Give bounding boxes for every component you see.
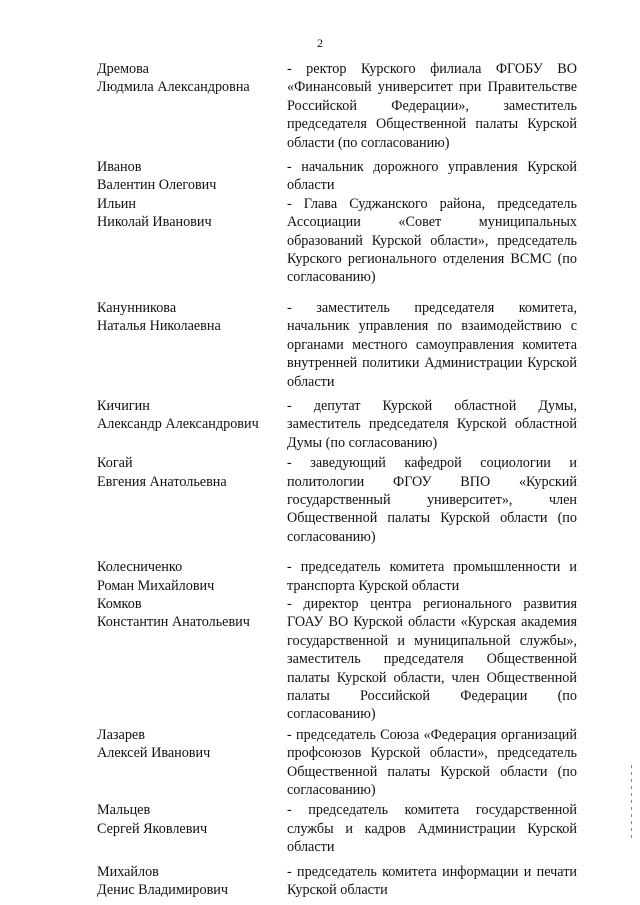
member-surname: Иванов [97,159,142,176]
member-name [0,801,287,856]
member-given-name: Наталья Николаевна [97,318,221,335]
member-name [0,454,287,546]
commission-members-list [0,60,640,899]
member-row [0,454,640,546]
member-row [0,726,640,800]
member-surname: Михайлов [97,863,159,880]
member-role: - председатель комитета государственной службы и кадров Администрации Курской области [287,802,577,856]
member-given-name: Константин Анатольевич [97,614,250,631]
member-given-name: Евгения Анатольевна [97,473,227,490]
member-surname: Комков [97,595,142,612]
member-given-name: Александр Александрович [97,416,259,433]
member-row [0,801,640,856]
member-given-name: Николай Иванович [97,214,212,231]
member-role: - Глава Суджанского района, председатель Ассоциации «Совет муниципальных образований Курской области», председатель Курского регионального отделения ВСМС (по согласованию) [287,195,577,286]
member-name [0,195,287,287]
member-given-name: Сергей Яковлевич [97,820,208,837]
member-given-name: Алексей Иванович [97,745,211,762]
member-row [0,863,640,900]
member-given-name: Людмила Александровна [97,79,250,96]
member-surname: Кичигин [97,397,150,414]
member-row [0,299,640,391]
member-row [0,558,640,595]
member-name [0,397,287,452]
scan-edge-mark [631,765,632,840]
member-role: - ректор Курского филиала ФГОБУ ВО «Финансовый университет при Правительстве Российской Федерации», заместитель председателя Общественной палаты Курской области (по согласованию) [287,61,577,151]
member-role: - заведующий кафедрой социологии и политологии ФГОУ ВПО «Курский государственный университет», член Общественной палаты Курской области (по согласованию) [287,455,577,545]
member-role: - депутат Курской областной Думы, заместитель председателя Курской областной Думы (по согласованию) [287,397,577,451]
member-row [0,195,640,287]
member-surname: Дремова [97,61,149,77]
member-surname: Канунникова [97,299,177,316]
member-name [0,595,287,724]
member-name [0,158,287,195]
member-name [0,726,287,800]
member-role: - заместитель председателя комитета, начальник управления по взаимодействию с органами местного самоуправления комитета внутренней политики Администрации Курской области [287,299,577,390]
member-surname: Когай [97,455,133,472]
member-role: - директор центра регионального развития ГОАУ ВО Курской области «Курская академия государственной и муниципальной службы», заместитель председателя Общественной палаты Курской области, член Общественной палаты Российской Федерации (по согласованию) [287,595,577,723]
member-given-name: Роман Михайлович [97,577,215,594]
member-surname: Мальцев [97,802,151,819]
member-row [0,60,640,152]
page-number: 2 [317,36,323,50]
member-given-name: Валентин Олегович [97,177,217,194]
member-surname: Колесниченко [97,559,183,576]
member-row [0,158,640,195]
member-name [0,863,287,900]
member-given-name: Денис Владимирович [97,882,229,899]
member-role: - начальник дорожного управления Курской области [287,159,577,194]
member-role: - председатель комитета информации и печати Курской области [287,863,577,899]
member-name [0,299,287,391]
member-name [0,60,287,152]
member-surname: Ильин [97,195,136,212]
member-role: - председатель комитета промышленности и транспорта Курской области [287,559,577,594]
member-surname: Лазарев [97,726,145,743]
member-row [0,595,640,724]
member-row [0,397,640,452]
member-role: - председатель Союза «Федерация организаций профсоюзов Курской области», председатель Общественной палаты Курской области (по согласованию) [287,726,577,799]
member-name [0,558,287,595]
